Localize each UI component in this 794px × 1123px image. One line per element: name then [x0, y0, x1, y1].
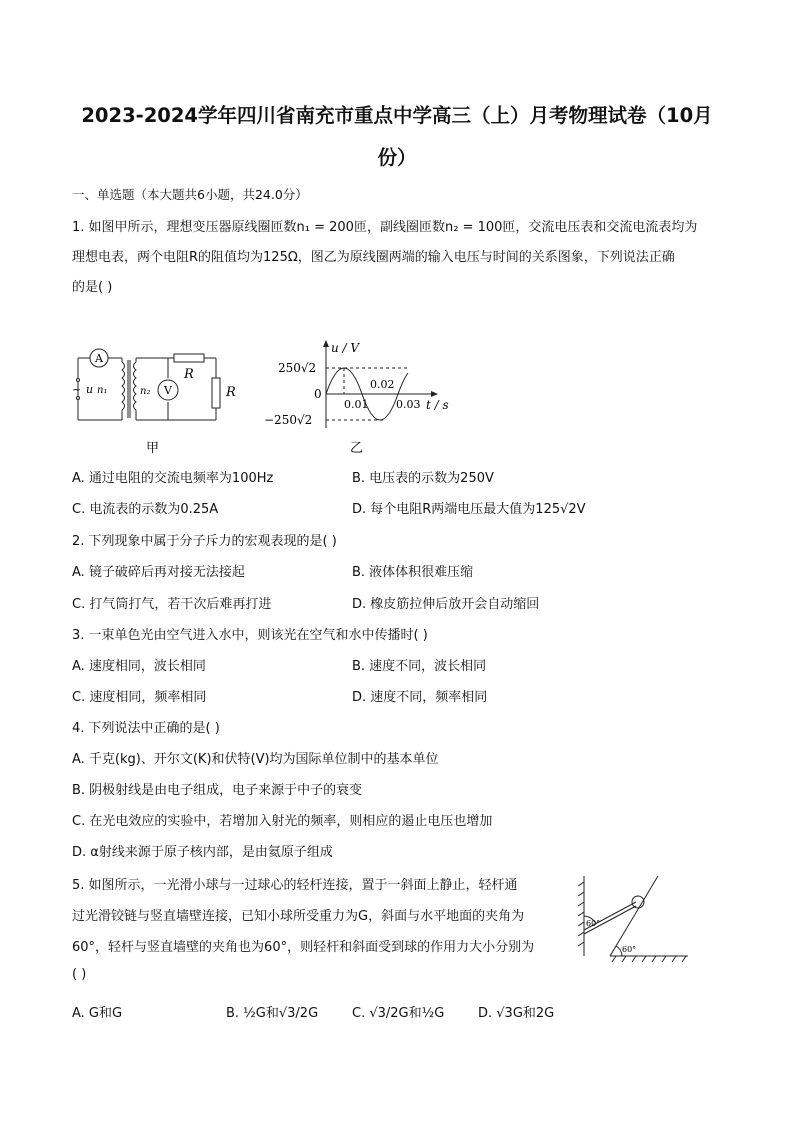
- exam-title-line1: 2023-2024学年四川省南充市重点中学高三（上）月考物理试卷（10月: [81, 104, 713, 127]
- q2-option-d[interactable]: D. 橡皮筋拉伸后放开会自动缩回: [352, 597, 540, 612]
- q1-option-b[interactable]: B. 电压表的示数为250V: [352, 471, 494, 486]
- graph-tick-003: 0.03: [396, 398, 421, 411]
- angle-ground-label: 60°: [622, 945, 637, 954]
- q5-option-a[interactable]: A. G和G: [72, 1006, 123, 1021]
- section-heading: 一、单选题（本大题共6小题，共24.0分）: [72, 187, 308, 202]
- q5-stem-line4: ( ): [72, 967, 87, 982]
- q2-option-b[interactable]: B. 液体体积很难压缩: [352, 565, 474, 580]
- q2-option-a[interactable]: A. 镜子破碎后再对接无法接起: [72, 565, 245, 580]
- q3-option-b[interactable]: B. 速度不同，波长相同: [352, 659, 487, 674]
- q1-stem-line3: 的是( ): [72, 280, 113, 295]
- q1-voltage-graph: [258, 336, 458, 460]
- graph-ymax: 250√2: [278, 361, 317, 375]
- figure-a-caption: 甲: [146, 441, 160, 456]
- q4-option-d[interactable]: D. α射线来源于原子核内部，是由氦原子组成: [72, 845, 333, 860]
- q4-option-c[interactable]: C. 在光电效应的实验中，若增加入射光的频率，则相应的遏止电压也增加: [72, 814, 493, 829]
- angle-wall-label: 60°: [586, 919, 601, 928]
- voltmeter-label: V: [164, 384, 172, 397]
- q2-stem: 2. 下列现象中属于分子斥力的宏观表现的是( ): [72, 534, 337, 549]
- ammeter-label: A: [95, 352, 103, 365]
- q5-incline-figure: [570, 870, 690, 965]
- q5-option-d[interactable]: D. √3G和2G: [478, 1006, 555, 1021]
- q1-stem-line1: 1. 如图甲所示，理想变压器原线圈匝数n₁ = 200匝，副线圈匝数n₂ = 100匝，交流电压表和交流电流表均为: [72, 220, 698, 235]
- q4-option-a[interactable]: A. 千克(kg)、开尔文(K)和伏特(V)均为国际单位制中的基本单位: [72, 752, 439, 767]
- q3-option-a[interactable]: A. 速度相同，波长相同: [72, 659, 206, 674]
- q4-option-b[interactable]: B. 阴极射线是由电子组成，电子来源于中子的衰变: [72, 783, 363, 798]
- q1-option-c[interactable]: C. 电流表的示数为0.25A: [72, 502, 219, 517]
- n2-label: n₂: [140, 386, 151, 397]
- n1-label: n₁: [97, 385, 108, 396]
- graph-tick-001: 0.01: [344, 398, 369, 411]
- source-u-label: u: [86, 383, 94, 396]
- q5-option-c[interactable]: C. √3/2G和½G: [352, 1006, 445, 1021]
- q3-option-d[interactable]: D. 速度不同，频率相同: [352, 690, 488, 705]
- q5-stem-line2: 过光滑铰链与竖直墙壁连接，已知小球所受重力为G，斜面与水平地面的夹角为: [72, 909, 525, 924]
- figure-b-caption: 乙: [350, 441, 364, 456]
- q3-option-c[interactable]: C. 速度相同，频率相同: [72, 690, 207, 705]
- resistor-top-label: R: [184, 367, 194, 382]
- graph-ymin: −250√2: [264, 413, 313, 427]
- q1-option-a[interactable]: A. 通过电阻的交流电频率为100Hz: [72, 471, 274, 486]
- q5-stem-line1: 5. 如图所示，一光滑小球与一过球心的轻杆连接，置于一斜面上静止，轻杆通: [72, 878, 518, 893]
- q1-option-d[interactable]: D. 每个电阻R两端电压最大值为125√2V: [352, 502, 586, 517]
- q5-stem-line3: 60°，轻杆与竖直墙壁的夹角也为60°，则轻杆和斜面受到球的作用力大小分别为: [72, 940, 535, 955]
- q2-option-c[interactable]: C. 打气筒打气，若干次后难再打进: [72, 597, 272, 612]
- q5-option-b[interactable]: B. ½G和√3/2G: [226, 1006, 319, 1021]
- resistor-right-label: R: [226, 385, 236, 400]
- q1-stem-line2: 理想电表，两个电阻R的阻值均为125Ω，图乙为原线圈两端的输入电压与时间的关系图象，下列说法正确: [72, 250, 675, 265]
- q3-stem: 3. 一束单色光由空气进入水中，则该光在空气和水中传播时( ): [72, 628, 428, 643]
- graph-origin: 0: [314, 387, 322, 401]
- exam-title-line2: 份）: [377, 146, 417, 169]
- graph-tick-002: 0.02: [370, 378, 395, 391]
- graph-xlabel: t / s: [426, 398, 449, 412]
- svg-text:~: ~: [72, 383, 82, 396]
- q4-stem: 4. 下列说法中正确的是( ): [72, 721, 220, 736]
- q1-circuit-figure: [66, 340, 256, 460]
- graph-ylabel: u / V: [331, 341, 360, 355]
